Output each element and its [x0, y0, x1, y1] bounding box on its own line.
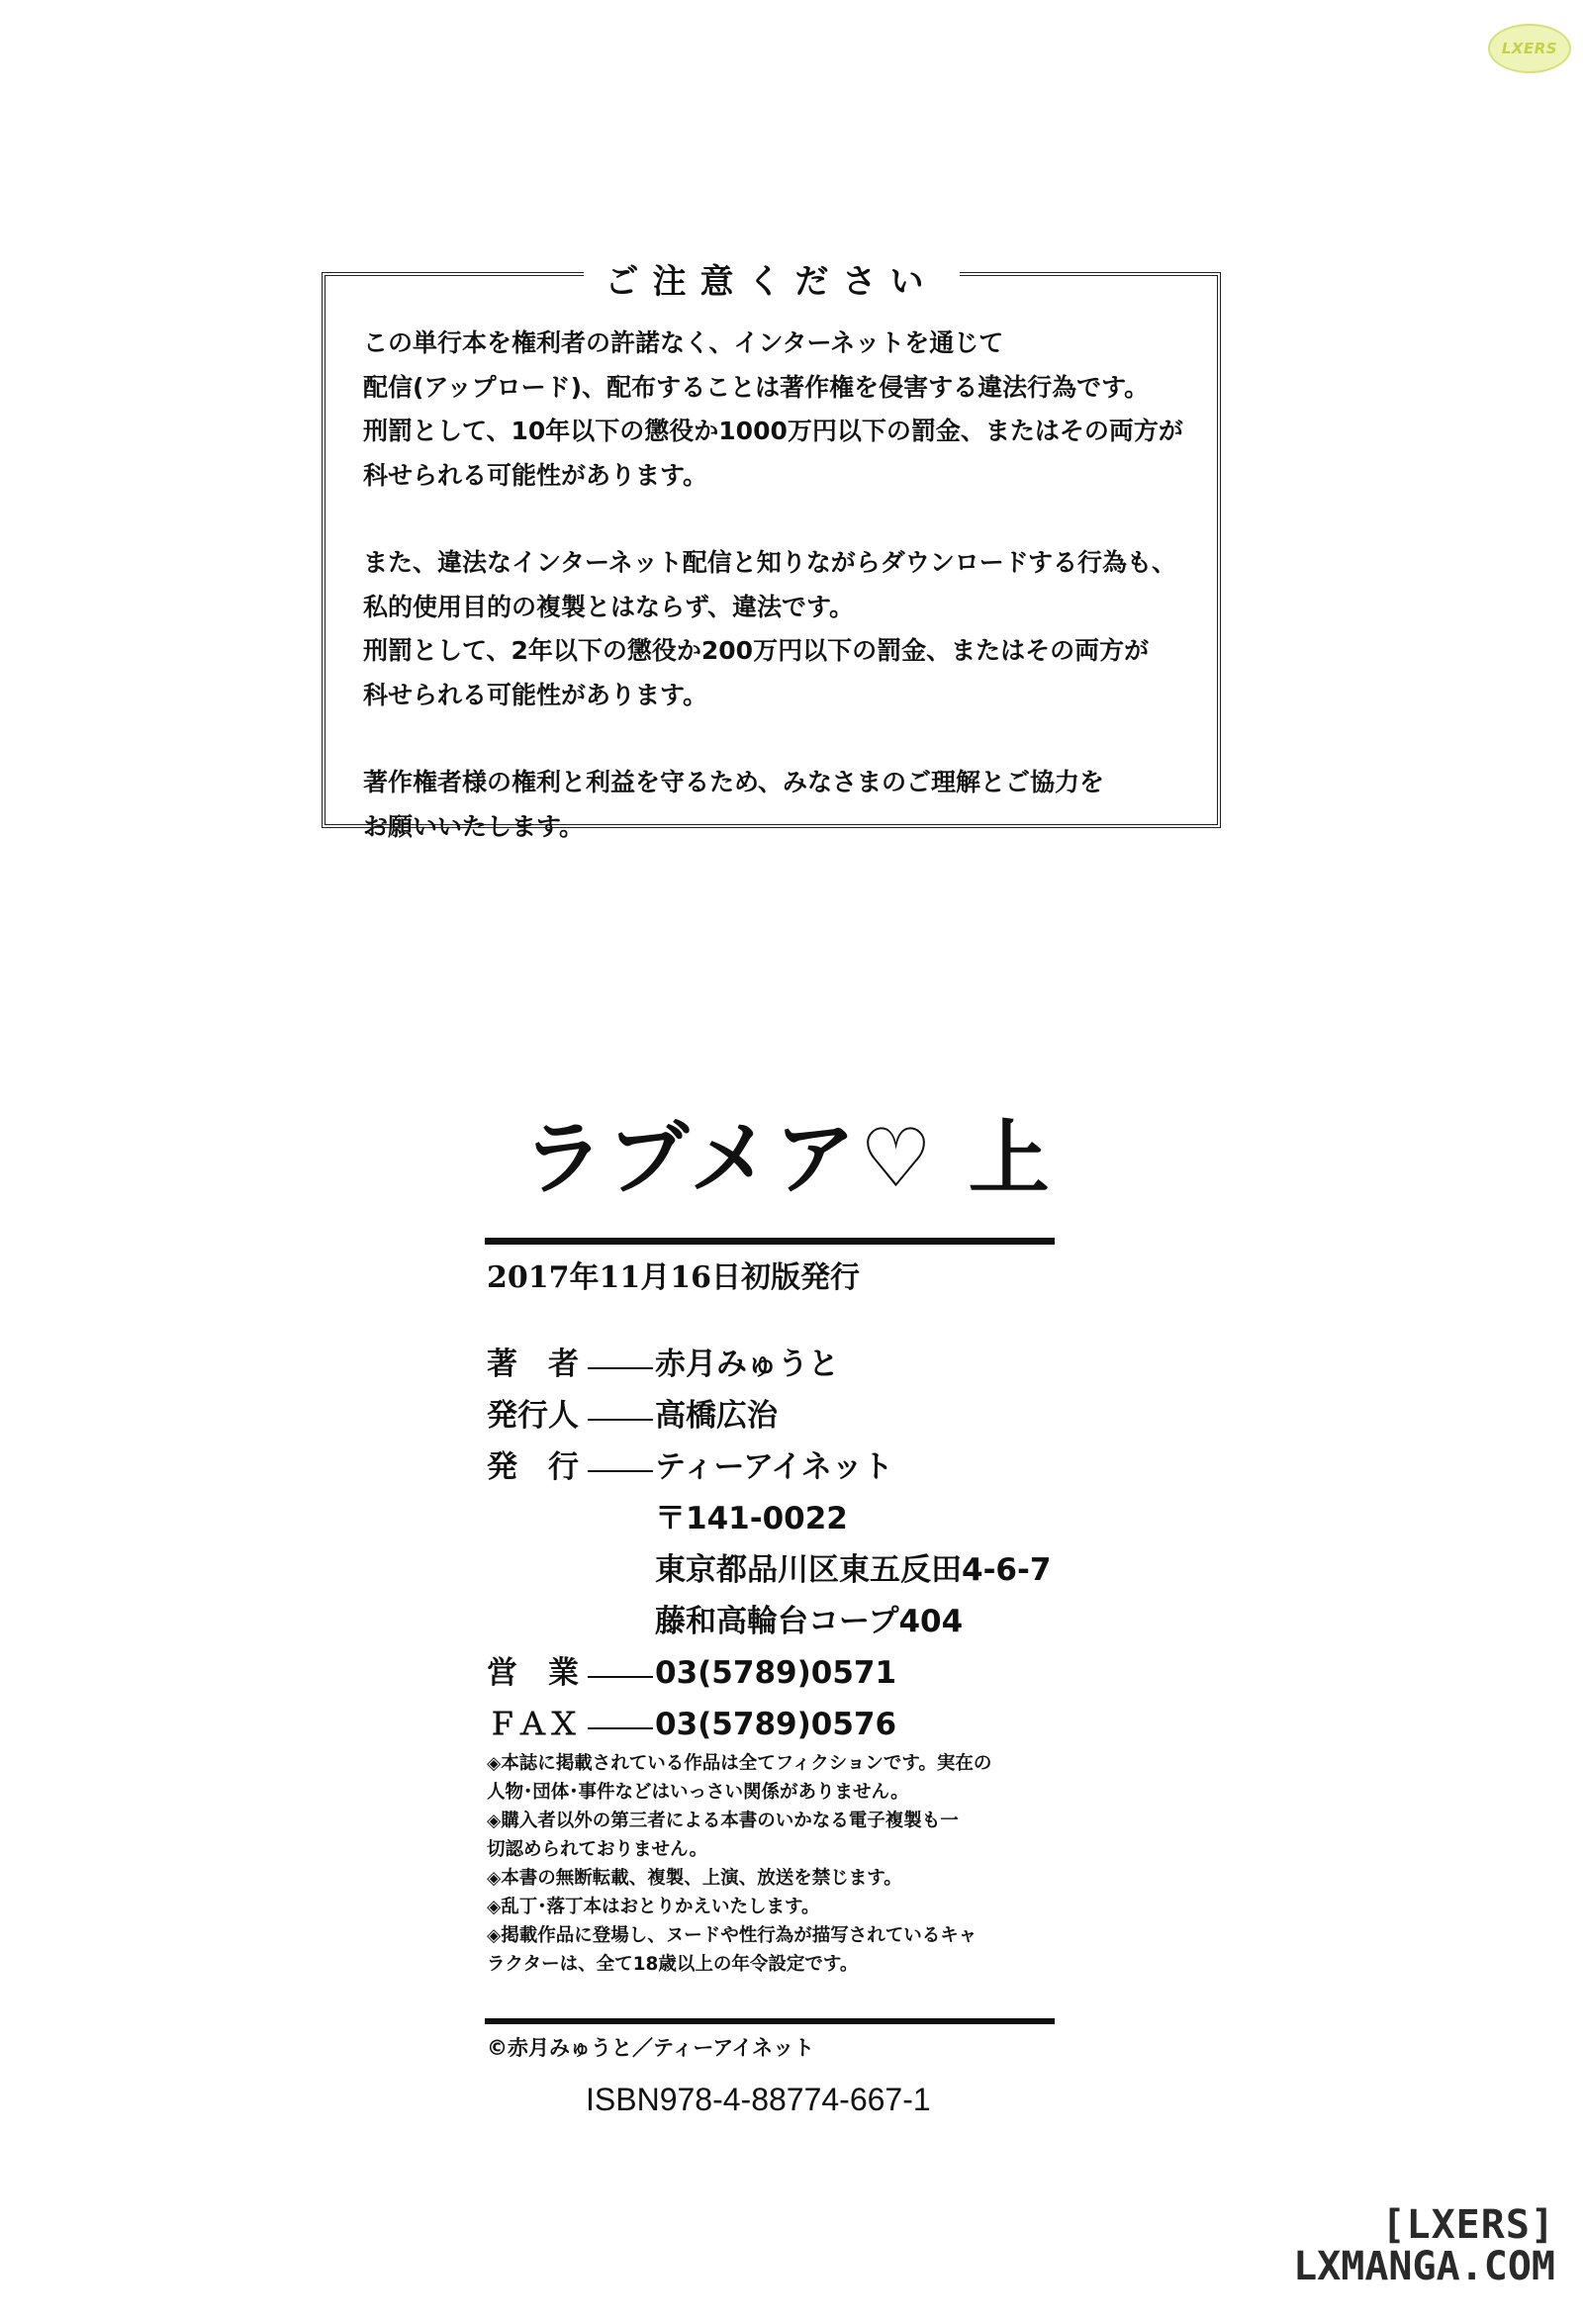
isbn: ISBN978-4-88774-667-1: [586, 2082, 931, 2117]
postal-code: 〒141-0022: [655, 1501, 848, 1536]
credit-value: 03(5789)0571: [655, 1655, 897, 1691]
credit-dash: [586, 1699, 655, 1750]
logo-text: LXERS: [1501, 40, 1558, 57]
notice-line: 刑罰として、10年以下の懲役か1000万円以下の罰金、またはその両方が: [363, 417, 1183, 445]
note-line: ◈本書の無断転載、複製、上演、放送を禁じます。: [487, 1868, 902, 1889]
notice-line: この単行本を権利者の許諾なく、インターネットを通じて: [363, 328, 1004, 357]
site-watermark: [1293, 2204, 1555, 2287]
copyright-notice-box: [322, 262, 1221, 841]
credit-value: 03(5789)0576: [655, 1707, 897, 1742]
title-rule: [485, 1238, 1055, 1245]
credit-dash: [586, 1647, 655, 1699]
note-line: ◈乱丁･落丁本はおとりかえいたします。: [487, 1897, 820, 1917]
note-line: ◈本誌に掲載されている作品は全てフィクションです。実在の: [487, 1753, 992, 1774]
publication-date: 2017年11月16日初版発行: [487, 1260, 860, 1295]
footer-rule: [485, 2018, 1055, 2024]
credit-row-author: [487, 1339, 1051, 1390]
credit-dash: [586, 1390, 655, 1441]
notice-paragraph: [363, 322, 1193, 498]
address-line: 東京都品川区東五反田4-6-7: [655, 1552, 1052, 1588]
legal-notes: [487, 1749, 1071, 1979]
notice-line: お願いいたします。: [363, 811, 585, 841]
notice-line: 科せられる可能性があります。: [363, 460, 708, 490]
copyright-line: ©赤月みゅうと／ティーアイネット: [487, 2036, 815, 2060]
watermark-line: LXMANGA.COM: [1293, 2244, 1555, 2289]
credit-value: 高橋広治: [655, 1398, 778, 1434]
credit-label: 発 行: [487, 1449, 579, 1485]
watermark-line: [LXERS]: [1381, 2202, 1555, 2248]
credit-row-fax: [487, 1699, 1051, 1750]
credit-dash: [586, 1339, 655, 1390]
notice-line: 科せられる可能性があります。: [363, 680, 708, 709]
notice-line: 著作権者様の権利と利益を守るため、みなさまのご理解とご協力を: [363, 768, 1105, 796]
credit-row-sales: [487, 1647, 1051, 1699]
note-line: ラクターは、全て18歳以上の年令設定です。: [487, 1954, 859, 1975]
notice-line: 刑罰として、2年以下の懲役か200万円以下の罰金、またはその両方が: [363, 636, 1150, 665]
address-line: 藤和高輪台コープ404: [655, 1604, 964, 1639]
credit-label: 著 者: [487, 1347, 579, 1382]
credit-label: ＦＡＸ: [487, 1707, 579, 1742]
notice-body: [363, 322, 1193, 892]
lxers-logo: [1488, 24, 1571, 73]
note-line: 切認められておりません。: [487, 1839, 708, 1860]
note-line: ◈購入者以外の第三者による本書のいかなる電子複製も一: [487, 1811, 959, 1831]
notice-paragraph: [363, 761, 1193, 849]
notice-line: また、違法なインターネット配信と知りながらダウンロードする行為も、: [363, 548, 1177, 577]
notice-paragraph: [363, 541, 1193, 717]
note-line: ◈掲載作品に登場し、ヌードや性行為が描写されているキャ: [487, 1925, 978, 1946]
note-line: 人物･団体･事件などはいっさい関係がありません。: [487, 1782, 909, 1803]
notice-line: 私的使用目的の複製とはならず、違法です。: [363, 592, 855, 621]
credit-row-publisher: [487, 1441, 1051, 1493]
credits-block: [487, 1339, 1051, 1750]
credit-label: 営 業: [487, 1655, 579, 1691]
credit-dash: [586, 1441, 655, 1493]
notice-title: ご注意ください: [584, 262, 960, 302]
notice-line: 配信(アップロード)、配布することは著作権を侵害する違法行為です。: [363, 372, 1150, 402]
book-title: ラブメア♡ 上: [522, 1111, 1054, 1206]
credit-row-publisher-person: [487, 1390, 1051, 1441]
credit-value: ティーアイネット: [655, 1449, 893, 1485]
credit-label: 発行人: [487, 1398, 579, 1434]
credit-value: 赤月みゅうと: [655, 1347, 839, 1382]
